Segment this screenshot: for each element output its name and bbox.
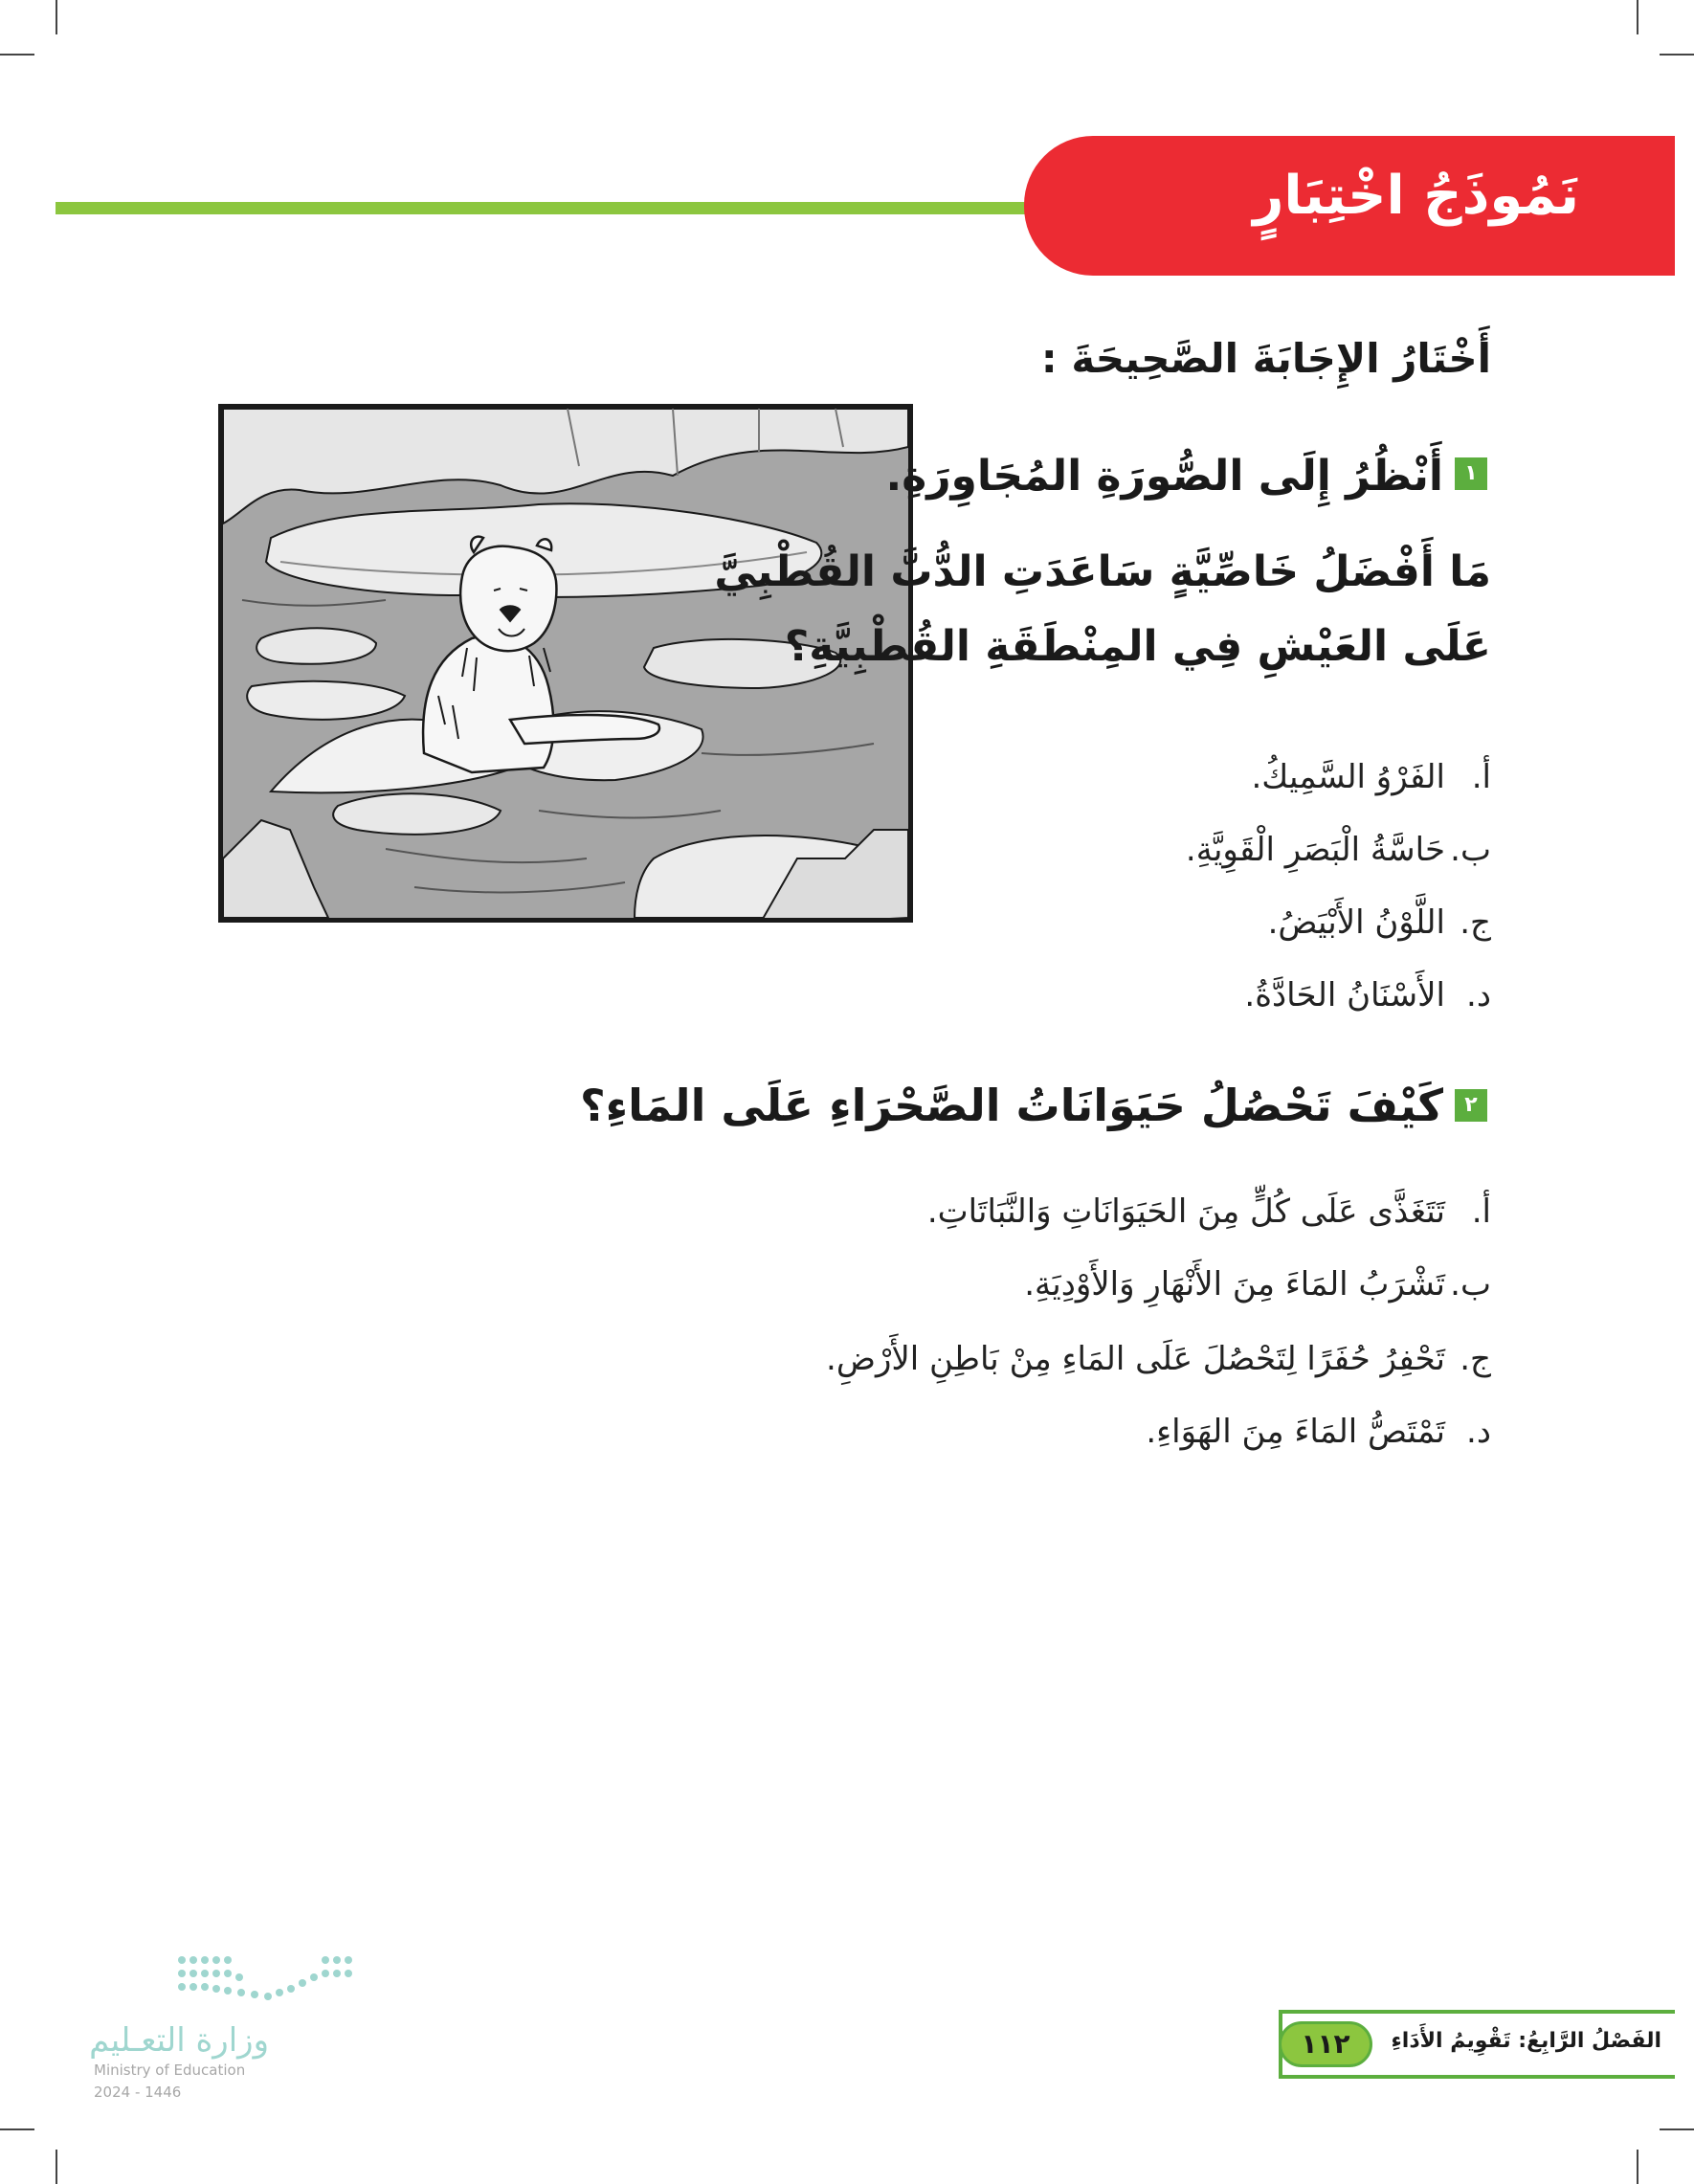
chapter-title: الفَصْلُ الرَّابِعُ: تَقْوِيمُ الأَدَاءِ	[1391, 2029, 1661, 2053]
page-number: ١١٢	[1279, 2021, 1372, 2067]
question-2-number: ٢	[1455, 1089, 1487, 1122]
crop-mark	[56, 2150, 57, 2184]
option-text: الأَسْنَانُ الحَادَّةُ.	[1244, 976, 1445, 1014]
ministry-dots-icon	[172, 1952, 431, 2010]
option-letter: أ.	[1471, 758, 1491, 796]
option-text: اللَّوْنُ الأَبْيَضُ.	[1267, 903, 1445, 942]
header-rule	[56, 202, 1032, 214]
crop-mark	[1660, 54, 1694, 56]
option-text: تَتَغَذَّى عَلَى كُلٍّ مِنَ الحَيَوَانَاتِ وَالنَّبَاتَاتِ.	[926, 1192, 1445, 1231]
edition-year: 2024 - 1446	[94, 2084, 182, 2101]
question-1-option-b[interactable]	[1186, 831, 1491, 869]
option-text: تَشْرَبُ المَاءَ مِنَ الأَنْهَارِ وَالأَوْدِيَةِ.	[1024, 1265, 1445, 1304]
crop-mark	[1660, 2128, 1694, 2130]
crop-mark	[1637, 2150, 1638, 2184]
ministry-name-en: Ministry of Education	[94, 2061, 246, 2079]
question-1-text: مَا أَفْضَلُ خَاصِّيَّةٍ سَاعَدَتِ الدُّبَّ القُطْبِيَّ	[714, 547, 1491, 596]
option-text: تَحْفِرُ حُفَرًا لِتَحْصُلَ عَلَى المَاءِ مِنْ بَاطِنِ الأَرْضِ.	[826, 1340, 1445, 1378]
option-letter: ج.	[1460, 903, 1491, 942]
question-1-option-a[interactable]	[1251, 758, 1491, 796]
option-text: الفَرْوُ السَّمِيكُ.	[1251, 758, 1445, 796]
crop-mark	[56, 0, 57, 34]
crop-mark	[0, 54, 34, 56]
option-letter: ب.	[1450, 1265, 1491, 1304]
question-2-prompt: كَيْفَ تَحْصُلُ حَيَوَانَاتُ الصَّحْرَاءِ عَلَى المَاءِ؟	[579, 1080, 1443, 1131]
instruction-text: أَخْتَارُ الإِجَابَةَ الصَّحِيحَةَ :	[1040, 335, 1491, 382]
crop-mark	[1637, 0, 1638, 34]
option-text: تَمْتَصُّ المَاءَ مِنَ الهَوَاءِ.	[1146, 1413, 1445, 1451]
question-1-text: عَلَى العَيْشِ فِي المِنْطَقَةِ القُطْبِيَّةِ؟	[784, 622, 1491, 671]
question-2-option-c[interactable]	[826, 1340, 1491, 1378]
ministry-name-ar: وزارة التعـليم	[89, 2021, 269, 2060]
option-letter: أ.	[1471, 1192, 1491, 1231]
option-text: حَاسَّةُ الْبَصَرِ الْقَوِيَّةِ.	[1185, 831, 1445, 869]
crop-mark	[0, 2128, 34, 2130]
option-letter: د.	[1466, 1413, 1491, 1451]
question-1-option-d[interactable]	[1244, 976, 1491, 1014]
page-title: نَمُوذَجُ اخْتِبَارٍ	[1253, 165, 1579, 227]
option-letter: د.	[1466, 976, 1491, 1014]
question-2-option-d[interactable]	[1146, 1413, 1491, 1451]
question-2-option-a[interactable]	[927, 1192, 1491, 1231]
option-letter: ب.	[1450, 831, 1491, 869]
question-1-option-c[interactable]	[1268, 903, 1491, 942]
question-1-prompt: أَنْظُرُ إِلَى الصُّورَةِ المُجَاوِرَةِ.	[885, 452, 1443, 501]
question-2-option-b[interactable]	[1024, 1265, 1491, 1304]
question-1-number: ١	[1455, 457, 1487, 490]
page-footer	[1279, 2010, 1675, 2079]
title-banner	[1024, 136, 1675, 276]
option-letter: ج.	[1460, 1340, 1491, 1378]
